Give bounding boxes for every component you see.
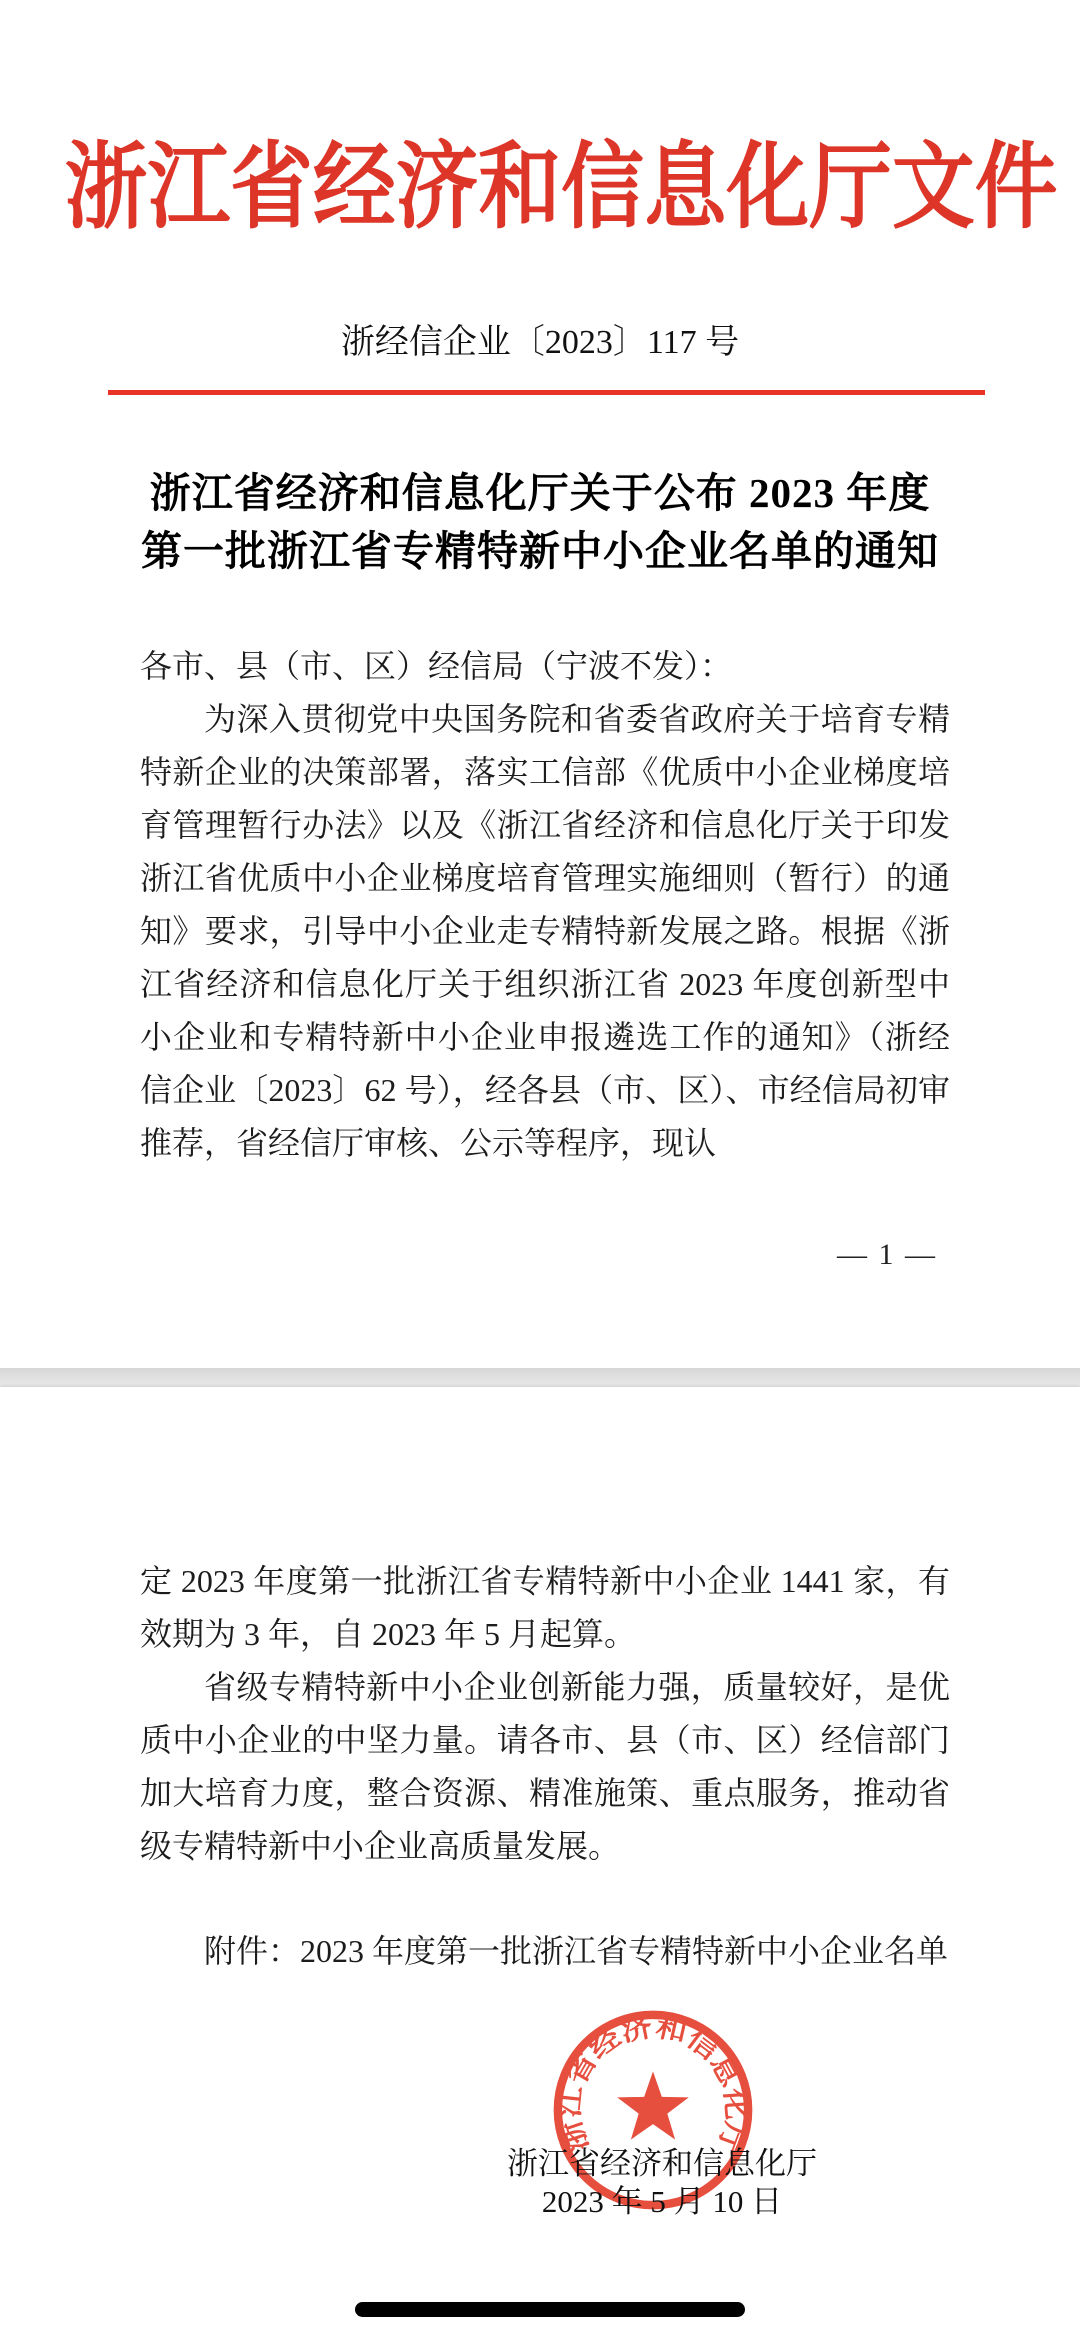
signer-name: 浙江省经济和信息化厅 (507, 2146, 817, 2181)
sign-date: 2023 年 5 月 10 日 (541, 2184, 783, 2219)
seal-curved-text: 浙江省经济和信息化厅 (554, 2011, 752, 2156)
doc-title-line-2: 第一批浙江省专精特新中小企业名单的通知 (141, 528, 939, 574)
masthead-title: 浙江省经济和信息化厅文件 (64, 136, 1058, 240)
document-page-2 (0, 1387, 1080, 2337)
paragraph-1: 为深入贯彻党中央国务院和省委省政府关于培育专精特新企业的决策部署，落实工信部《优质中小企业梯度培育管理暂行办法》以及《浙江省经济和信息化厅关于印发浙江省优质中小企业梯度培育管理实施细则（暂行）的通知》要求，引导中小企业走专精特新发展之路。根据《浙江省经济和信息化厅关于组织浙江省 2023 年度创新型中小企业和专精特新中小企业申报遴选工作的通知》（浙经信企业〔2023〕62 号），经各县（市、区）、市经信局初审推荐，省经信厅审核、公示等程序，现认 (140, 701, 950, 1161)
red-divider-rule (108, 390, 985, 395)
doc-number: 浙经信企业〔2023〕117 号 (340, 324, 740, 361)
page-1-body (140, 640, 950, 1170)
page-separator (0, 1368, 1080, 1387)
salutation-line: 各市、县（市、区）经信局（宁波不发）： (140, 648, 733, 684)
seal-star-icon (617, 2071, 689, 2139)
attachment-line: 附件：2023 年度第一批浙江省专精特新中小企业名单 (204, 1933, 949, 1969)
doc-title (60, 464, 1020, 580)
home-indicator (355, 2302, 745, 2317)
paragraph-2: 省级专精特新中小企业创新能力强，质量较好，是优质中小企业的中坚力量。请各市、县（市、区）经信部门加大培育力度，整合资源、精准施策、重点服务，推动省级专精特新中小企业高质量发展。 (140, 1669, 950, 1864)
signature-block (382, 2145, 942, 2221)
page-2-body (140, 1555, 950, 1978)
paragraph-1-continued: 定 2023 年度第一批浙江省专精特新中小企业 1441 家，有效期为 3 年，自 2023 年 5 月起算。 (140, 1563, 950, 1652)
page-number: — 1 — (837, 1238, 937, 1271)
doc-title-line-1: 浙江省经济和信息化厅关于公布 2023 年度 (149, 470, 931, 516)
